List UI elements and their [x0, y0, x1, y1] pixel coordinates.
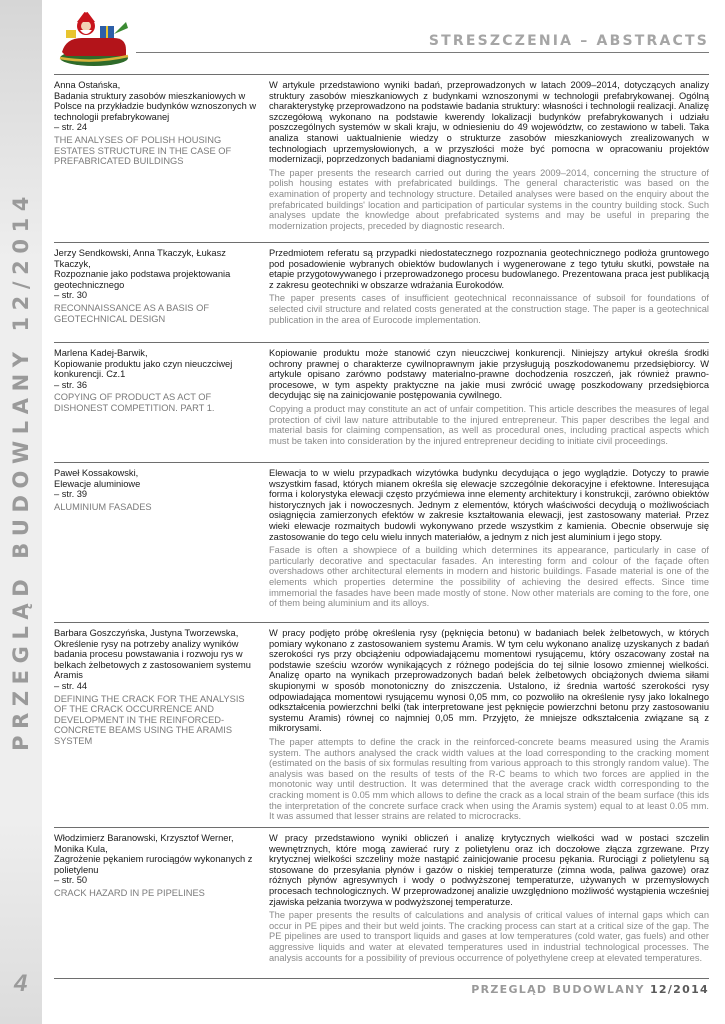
entry-page-ref: – str. 24	[54, 122, 88, 133]
entry-page-ref: – str. 50	[54, 875, 88, 886]
santa-sleigh-logo	[56, 8, 132, 68]
abstract-pl: W pracy przedstawiono wyniki obliczeń i analizę krytycznych wielkości wad w postaci szczelin wewnętrznych, które mogą zawierać rury z polietylenu oraz ich doczołowe złącza zgrzewane. Przy krytycznej wielkości szczeliny może nastąpić zainicjowanie procesu pękania. Rurociągi z polietylenu są stosowane do przesyłania płynów i gazów o niskiej temperaturze (zimna woda, paliwa gazowe) oraz różnych płynów agresywnych i wody o podwyższonej temperaturze, używanych w przemysłowych procesach technologicznych. W przeprowadzonej analizie uwzględniono możliwość wystąpienia wcześniej zjawiska pełzania tworzywa w podwyższonej temperaturze.	[269, 833, 709, 907]
abstract-en: The paper presents cases of insufficient geotechnical reconnaissance of subsoil for foundations of selected civil structure and related costs generated at the construction stage. The paper is a geotechnical publication in the area of Eurocode implementation.	[269, 293, 709, 325]
entry-divider	[54, 342, 709, 343]
side-journal-title-text: PRZEGLĄD BUDOWLANY 12/2014	[9, 189, 33, 751]
entry-abstracts	[269, 833, 709, 963]
abstract-entry	[54, 342, 709, 462]
entry-authors: Jerzy Sendkowski, Anna Tkaczyk, Łukasz Tkaczyk,	[54, 248, 226, 269]
footer-issue: 12/2014	[649, 983, 709, 996]
entry-page-ref: – str. 44	[54, 680, 88, 691]
entry-divider	[54, 462, 709, 463]
section-title: STRESZCZENIA – ABSTRACTS	[428, 33, 709, 49]
abstract-entry	[54, 74, 709, 242]
abstract-entry	[54, 827, 709, 975]
abstract-pl: Przedmiotem referatu są przypadki niedostatecznego rozpoznania geotechnicznego podłoża gruntowego pod posadowienie wybranych obiektów budowlanych i wygenerowane z tego tytułu skutki, powstałe na etapie przygotowywanego i przeprowadzonego procesu budowlanego. Prezentowana praca jest publikacją z zakresu geotechniki w obszarze wdrażania Eurokodów.	[269, 248, 709, 290]
abstract-entry	[54, 462, 709, 622]
abstract-en: The paper presents the research carried out during the years 2009–2014, concerning the structure of polish housing estates with prefabricated buildings. The general characteristic was based on the examination of property and technology structure. Detailed analyses were based on the enquiry about the prefabricated buildings' location and participation of particular systems in the country building stock. Such analyses update the knowledge about prefabricated systems and may be useful in preparing the modernization projects, preceded by diagnostic research.	[269, 167, 709, 231]
entry-authors: Marlena Kadej-Barwik,	[54, 348, 148, 358]
entry-divider	[54, 74, 709, 75]
abstract-pl: Kopiowanie produktu może stanowić czyn nieuczciwej konkurencji. Niniejszy artykuł określa środki ochrony prawnej o charakterze cywilnoprawnym jakie przysługują poszkodowanemu przedsiębiorcy. W artykule opisano zarówno podstawy materialno-prawne dochodzenia roszczeń, jak również prawno-procesowe, w tym aspekty praktyczne na jakie musi zwrócić uwagę poszkodowany przedsiębiorca decydując się na zainicjowanie postępowania cywilnego.	[269, 348, 709, 401]
entry-title-pl: Zagrożenie pękaniem rurociągów wykonanych z polietylenu	[54, 854, 253, 875]
entry-meta	[54, 248, 259, 324]
abstract-pl: Elewacja to w wielu przypadkach wizytówka budynku decydująca o jego wyglądzie. Dotyczy to prawie wszystkim fasad, których mianem określa się elewacje szczególnie dekoracyjne i efektowne. Interesująca forma i kolorystyka elewacji często przyćmiewa inne elementy architektury i konstrukcji, zarówno obiektów historycznych jak i nowoczesnych. Jednym z elementów, których właściwości decydują o możliwościach osiągnięcia zamierzonych efektów w zakresie kształtowania elewacji, jest zastosowany materiał. Przez wieki elewacje rozmaitych budowli wykonywano przede wszystkim z kamienia. Obecnie obserwuje się zastosowanie do tego celu wielu innych materiałów, a jednym z nich jest aluminium i jego stopy.	[269, 468, 709, 542]
entry-page-ref: – str. 39	[54, 489, 88, 500]
entry-abstracts	[269, 248, 709, 325]
abstract-entry	[54, 242, 709, 342]
entry-meta	[54, 468, 259, 512]
footer-rule	[54, 978, 709, 979]
header-rule	[136, 52, 709, 53]
entry-meta	[54, 628, 259, 747]
entry-title-en: THE ANALYSES OF POLISH HOUSING ESTATES STRUCTURE IN THE CASE OF PREFABRICATED BUILDINGS	[54, 134, 232, 167]
entry-title-en: CRACK HAZARD IN PE PIPELINES	[54, 887, 205, 898]
entry-page-ref: – str. 30	[54, 290, 88, 301]
entry-meta	[54, 80, 259, 167]
abstract-en: The paper attempts to define the crack in the reinforced-concrete beams measured using the Aramis system. The authors analysed the crack width values at the load corresponding to the cracking moment (estimated on the basis of six formulas resulting from various approach to this strongly random value). The analysis was based on the results of tests of the R-C beams to which two forces are applied in the monotonic way until destruction. It was determined that the average crack width corresponding to the cracking moment is 0.05 mm which allows to define the crack as a local strain of the beam surface (this ids the interpretation of the concrete surface crack when using the Aramis system) equal to at least 0.05 mm. It was assumed that lesser strains are related to microcracks.	[269, 736, 709, 822]
entry-title-en: ALUMINIUM FASADES	[54, 501, 152, 512]
abstract-entry	[54, 622, 709, 827]
entry-authors: Paweł Kossakowski,	[54, 468, 139, 478]
side-journal-title	[4, 189, 38, 751]
entry-divider	[54, 242, 709, 243]
entry-meta	[54, 348, 259, 414]
footer-journal	[471, 983, 709, 996]
entry-title-en: COPYING OF PRODUCT AS ACT OF DISHONEST COMPETITION. PART 1.	[54, 392, 215, 413]
entry-title-en: RECONNAISSANCE AS A BASIS OF GEOTECHNICAL DESIGN	[54, 302, 209, 324]
page-number: 4	[14, 970, 28, 997]
entry-divider	[54, 622, 709, 623]
entry-authors: Barbara Goszczyńska, Justyna Tworzewska,	[54, 628, 239, 638]
entry-page-ref: – str. 36	[54, 379, 88, 390]
entry-abstracts	[269, 628, 709, 822]
abstract-pl: W pracy podjęto próbę określenia rysy (pęknięcia betonu) w badaniach belek żelbetowych, w których pomiary wykonano z zastosowaniem systemu Aramis. W tym celu wykonano analizę uzyskanych z badań szerokości rys przy obciążeniu odpowiadającemu momentowi rysującemu, który oszacowany został na podstawie sześciu wzorów wynikających z różnego podejścia do tej silnie losowo zmiennej wielkości. Analizę oparto na wynikach przeprowadzonych badań belek żelbetowych obciążonych dwiema siłami skupionymi w sposób monotoniczny do zniszczenia. Ustalono, iż średnia wartość szerokości rysy odpowiadająca momentowi rysującemu wynosi 0,05 mm, co pozwoliło na określenie rysy jako lokalnego odkształcenia powierzchni belki (tak interpretowane jest pęknięcie powierzchni betonu przy zastosowaniu systemu Aramis) równej co najmniej 0,05 mm. Przyjęto, że mniejsze odkształcenia związane są z mikrorysami.	[269, 628, 709, 734]
footer-journal-name: PRZEGLĄD BUDOWLANY	[471, 983, 645, 996]
abstract-en: Copying a product may constitute an act of unfair competition. This article describes the measures of legal protection of civil law nature attributable to the injured entrepreneur. This paper describes the legal and material basis for claiming compensation, as well as procedural ones, including practical aspects which must be taken into consideration by the injured entrepreneur deciding to initiate civil proceedings.	[269, 403, 709, 446]
entry-meta	[54, 833, 259, 899]
entry-title-pl: Rozpoznanie jako podstawa projektowania geotechnicznego	[54, 269, 231, 290]
entry-title-pl: Elewacje aluminiowe	[54, 478, 141, 489]
entry-abstracts	[269, 468, 709, 609]
entry-abstracts	[269, 80, 709, 231]
entry-authors: Anna Ostańska,	[54, 80, 121, 90]
entry-authors: Włodzimierz Baranowski, Krzysztof Werner, Monika Kula,	[54, 833, 234, 854]
abstract-pl: W artykule przedstawiono wyniki badań, przeprowadzonych w latach 2009–2014, dotyczących analizy struktury zasobów mieszkaniowych z budynkami wznoszonymi w technologii prefabrykowanej. Ogólną charakterystykę przeprowadzono na podstawie badania struktury: własności i technologii realizacji. Analizę szczegółową wykonano na podstawie kwerendy lokalizacji budynków prefabrykowanych i udziału poszczególnych systemów w skali kraju, w odniesieniu do 49 województw, co zestawiono w tabeli. Taka analiza stanowi uaktualnienie wiedzy o strukturze zasobów mieszkaniowych zrealizowanych w technologiach uprzemysłowionych, a w przyszłości może być pomocna w opracowaniu projektów modernizacji, poprzedzonych badaniami diagnostycznymi.	[269, 80, 709, 165]
entry-title-pl: Kopiowanie produktu jako czyn nieuczciwej konkurencji. Cz.1	[54, 358, 233, 380]
entry-title-pl: Badania struktury zasobów mieszkaniowych w Polsce na przykładzie budynków wznoszonych w technologii prefabrykowanej	[54, 90, 257, 122]
entry-title-pl: Określenie rysy na potrzeby analizy wyników badania procesu powstawania i rozwoju rys w belkach żelbetowych z zastosowaniem systemu Aramis	[54, 638, 251, 681]
entry-divider	[54, 827, 709, 828]
entry-abstracts	[269, 348, 709, 446]
abstract-en: Fasade is often a showpiece of a building which determines its appearance, particularly in case of particularly decorative and spectacular fasades. An interesting form and colour of the façade often overshadows other architectural elements in modern and historic buildings. Fasade material is one of the elements which properties determine the possibility of achieving the desired effects. Since time immemorial the fasades have been made mostly of stone. Now other materials are coming to the fore, one of them being aluminium and its alloys.	[269, 545, 709, 609]
entry-title-en: DEFINING THE CRACK FOR THE ANALYSIS OF THE CRACK OCCURRENCE AND DEVELOPMENT IN THE REINFORCED-CONCRETE BEAMS USING THE ARAMIS SYSTEM	[54, 693, 245, 746]
abstract-en: The paper presents the results of calculations and analysis of critical values of internal gaps which can occur in PE pipes and their but weld joints. The cracking process can start at a critical size of the gap. The PE pipelines are used to transport liquids and gases at low temperatures (cold water, gas fuels) and other aggressive liquids and water at elevated temperatures used in industrial technological processes. The analysis accounts for a possibility of previous occurrence of polyethylene creep at elevated temperatures.	[269, 910, 709, 963]
